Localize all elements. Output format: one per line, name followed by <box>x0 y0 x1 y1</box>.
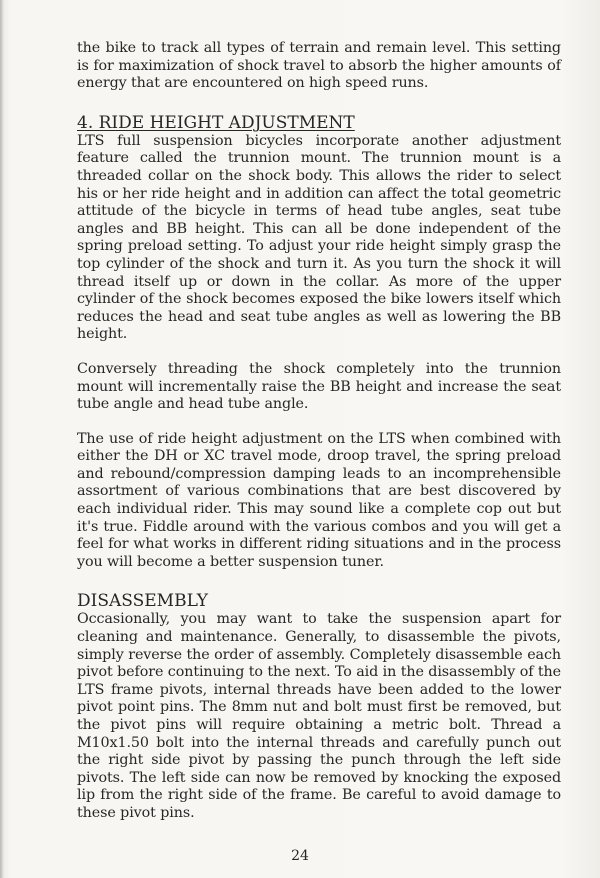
binding-shadow <box>0 0 4 878</box>
page-content <box>77 40 561 823</box>
ride-height-paragraph-3: The use of ride height adjustment on the LTS when combined with either the DH or XC travel mode, droop travel, the spring preload and rebound/compression damping leads to an incomprehensible assortment of various combinations that are best discovered by each individual rider. This may sound like a complete cop out but it's true. Fiddle around with the various combos and you will get a feel for what works in different riding situations and in the process you will become a better suspension tuner. <box>77 430 561 570</box>
section-heading-ride-height: 4. RIDE HEIGHT ADJUSTMENT <box>77 112 355 133</box>
disassembly-paragraph: Occasionally, you may want to take the suspension apart for cleaning and maintenance. Generally, to disassemble the pivots, simply reverse the order of assembly. Completely disassemble each pivot before continuing to the next. To aid in the disassembly of the LTS frame pivots, internal threads have been added to the lower pivot point pins. The 8mm nut and bolt must first be removed, but the pivot pins will require obtaining a metric bolt. Thread a M10x1.50 bolt into the internal threads and carefully punch out the right side pivot by passing the punch through the left side pivots. The left side can now be removed by knocking the exposed lip from the right side of the frame. Be careful to avoid damage to these pivot pins. <box>77 611 561 821</box>
ride-height-paragraph-2: Conversely threading the shock completely into the trunnion mount will incrementally raise the BB height and increase the seat tube angle and head tube angle. <box>77 360 561 413</box>
intro-paragraph: the bike to track all types of terrain and remain level. This setting is for maximization of shock travel to absorb the higher amounts of energy that are encountered on high speed runs. <box>77 40 561 92</box>
section-heading-disassembly: DISASSEMBLY <box>77 591 208 612</box>
ride-height-paragraph-1: LTS full suspension bicycles incorporate another adjustment feature called the trunnion mount. The trunnion mount is a threaded collar on the shock body. This allows the rider to select his or her ride height and in addition can affect the total geometric attitude of the bicycle in terms of head tube angles, seat tube angles and BB height. This can all be done independent of the spring preload setting. To adjust your ride height simply grasp the top cylinder of the shock and turn it. As you turn the shock it will thread itself up or down in the collar. As more of the upper cylinder of the shock becomes exposed the bike lowers itself which reduces the head and seat tube angles as well as lowering the BB height. <box>77 132 561 343</box>
page-number: 24 <box>291 848 309 864</box>
